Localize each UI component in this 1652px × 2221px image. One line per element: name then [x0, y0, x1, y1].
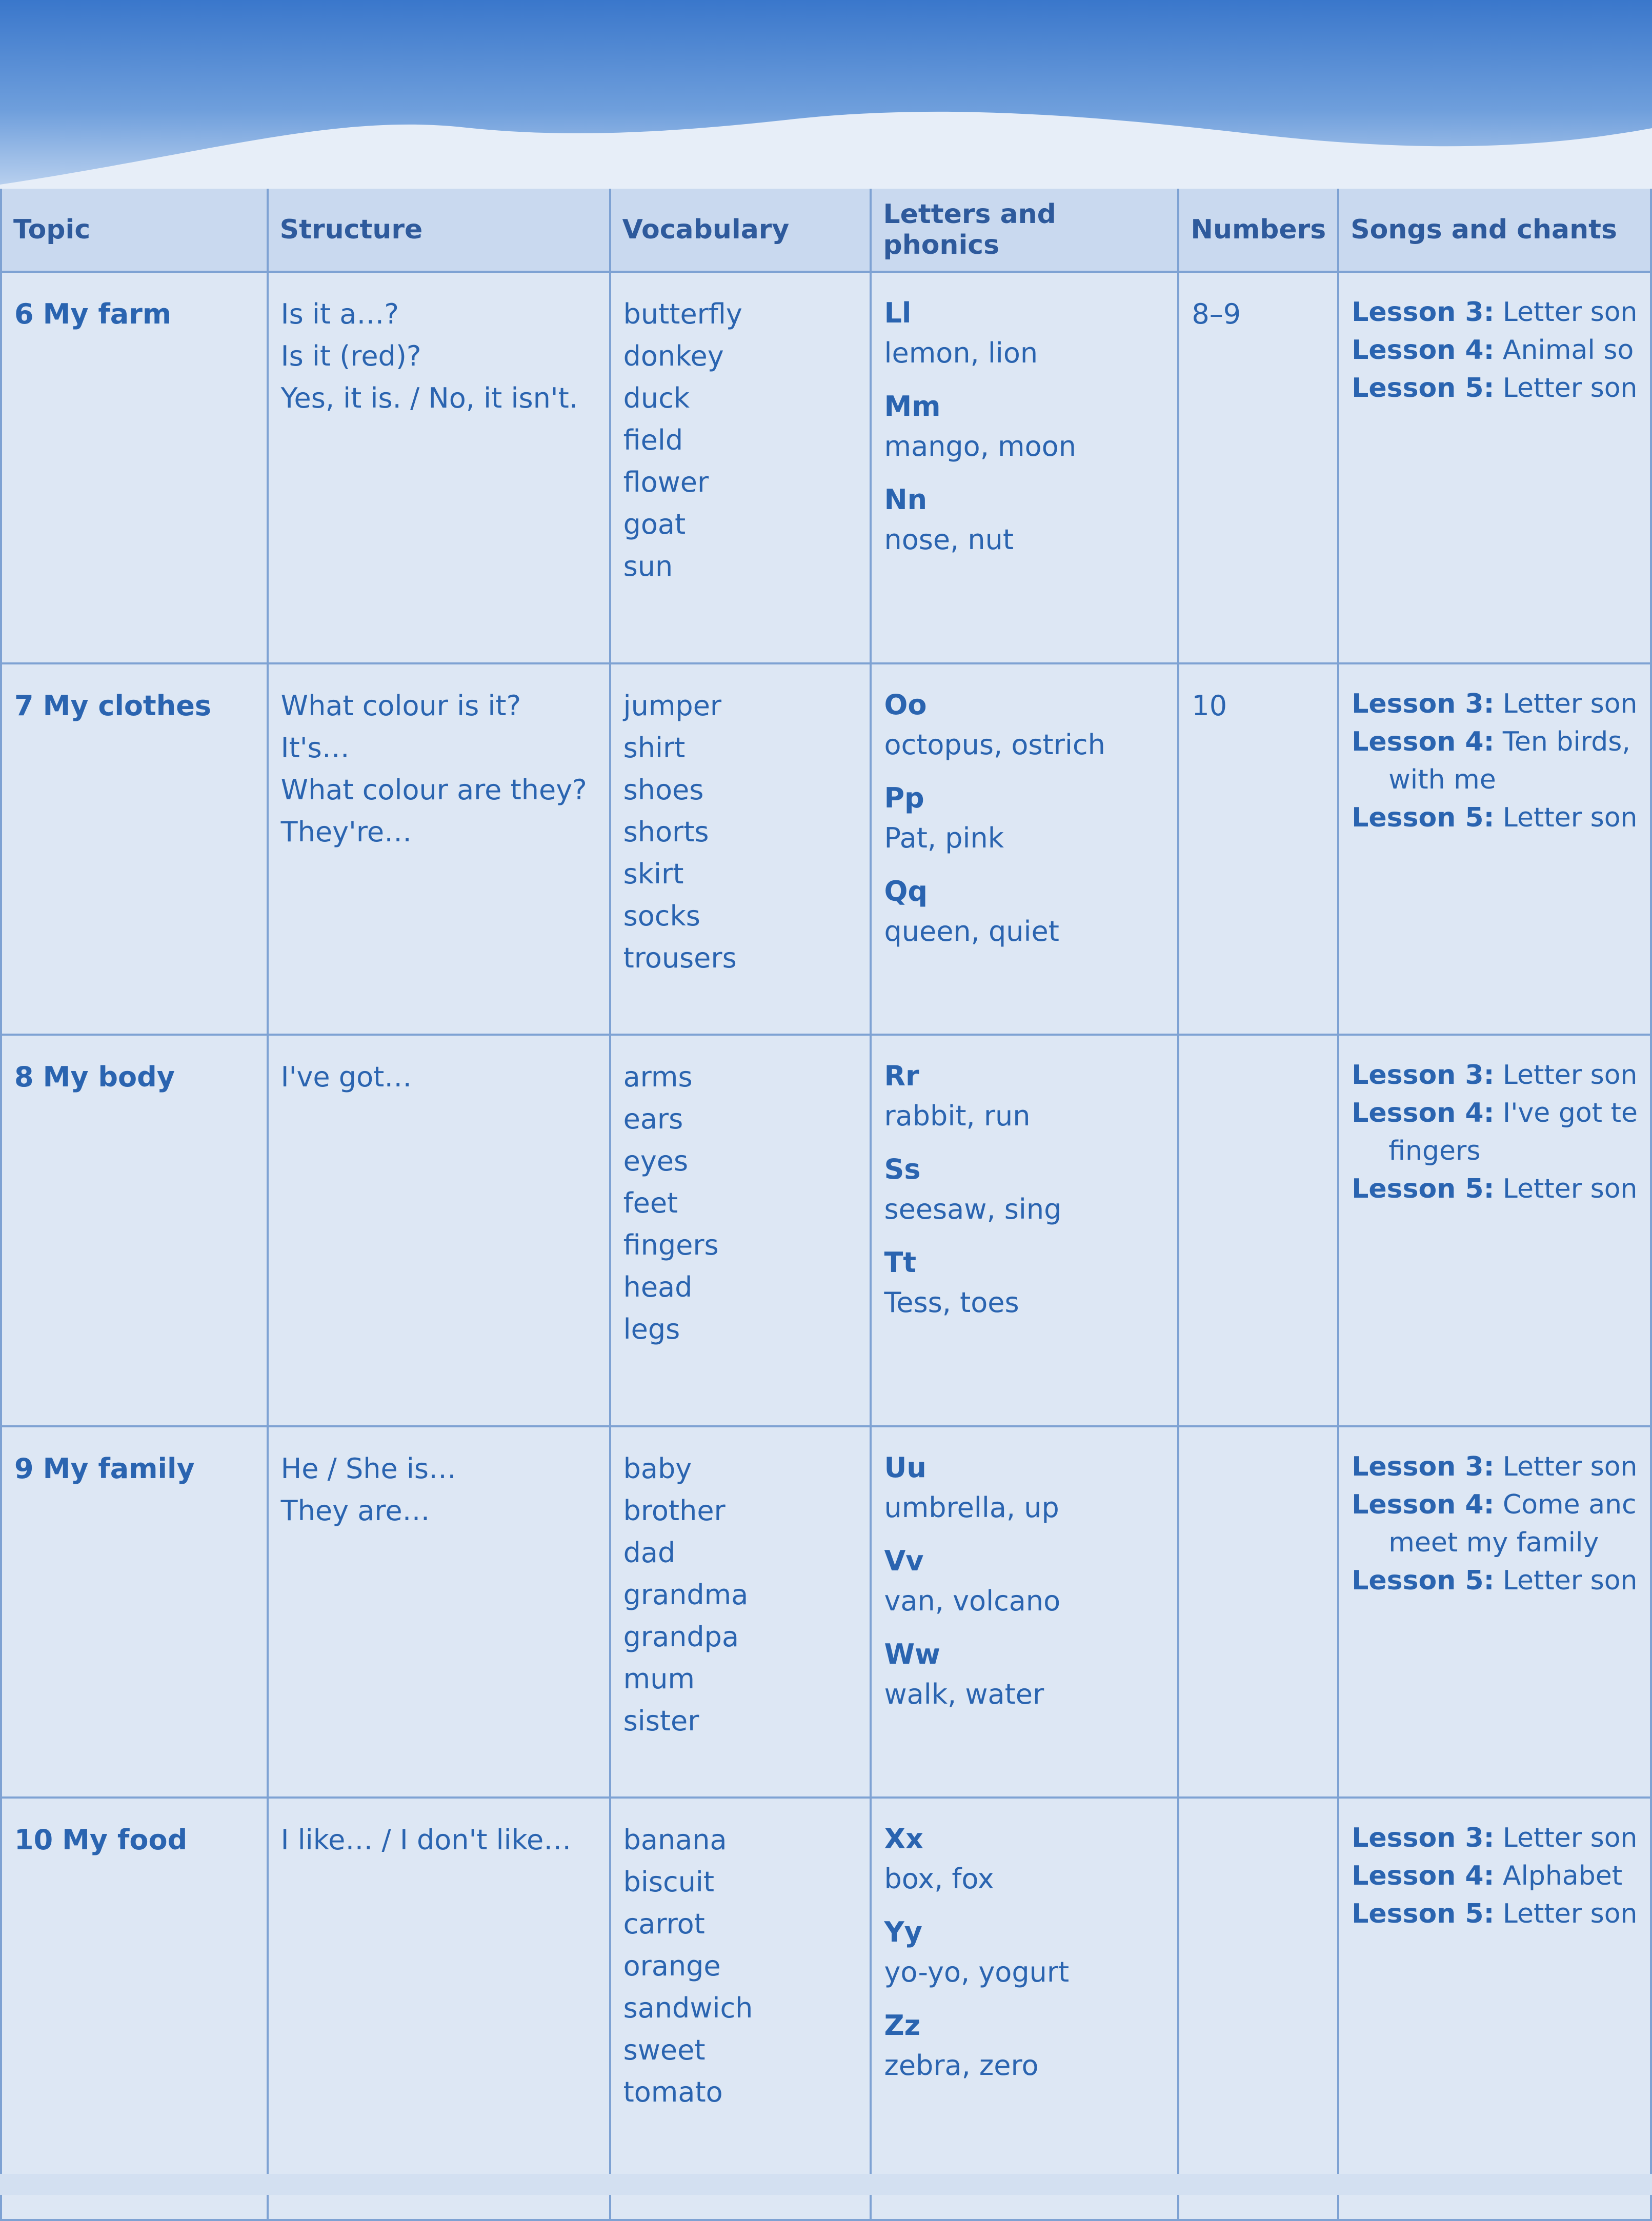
phonics-letter: Oo: [884, 689, 927, 721]
phonics-letter: Mm: [884, 390, 941, 422]
phonics-letter: Nn: [884, 483, 928, 516]
song-entry: [1352, 1562, 1638, 1600]
numbers-value: 10: [1192, 690, 1227, 722]
phonics-cell: [871, 272, 1178, 663]
structure-line: Is it a…?: [280, 298, 399, 330]
phonics-words: lemon, lion: [884, 337, 1038, 369]
structure-line: They're…: [280, 816, 412, 848]
song-title: Letter son: [1502, 1451, 1638, 1482]
vocabulary-item: dad: [623, 1537, 676, 1569]
phonics-letter: Rr: [884, 1060, 919, 1092]
vocabulary-item: shirt: [623, 732, 686, 764]
vocabulary-item: sun: [623, 550, 673, 582]
vocabulary-item: jumper: [623, 690, 722, 722]
song-entry: [1352, 293, 1638, 331]
phonics-letter: Ww: [884, 1638, 940, 1670]
phonics-letter: Pp: [884, 782, 924, 814]
phonics-letter: Zz: [884, 2009, 921, 2042]
vocabulary-item: donkey: [623, 340, 724, 372]
topic-cell: [1, 1035, 268, 1426]
vocabulary-item: butterfly: [623, 298, 742, 330]
lesson-label: Lesson 3:: [1352, 297, 1495, 328]
vocabulary-item: brother: [623, 1495, 726, 1527]
structure-cell: [268, 1426, 610, 1798]
lesson-label: Lesson 3:: [1352, 689, 1495, 719]
phonics-words: walk, water: [884, 1678, 1044, 1710]
lesson-label: Lesson 4:: [1352, 335, 1495, 366]
vocabulary-item: mum: [623, 1663, 695, 1695]
table-row: [1, 1035, 1651, 1426]
song-entry: [1352, 331, 1638, 369]
numbers-value: 8–9: [1192, 298, 1241, 330]
structure-cell: [268, 1035, 610, 1426]
table-row: [1, 663, 1651, 1035]
vocabulary-item: orange: [623, 1950, 721, 1982]
structure-line: I like… / I don't like…: [280, 1824, 572, 1856]
song-title: Letter son: [1502, 1899, 1638, 1929]
structure-line: I've got…: [280, 1061, 412, 1093]
topic-number: 7: [14, 690, 34, 722]
phonics-letter: Yy: [884, 1916, 922, 1948]
table-row: [1, 272, 1651, 663]
numbers-cell: [1178, 1035, 1338, 1426]
vocabulary-item: socks: [623, 900, 700, 932]
topic-number: 10: [14, 1824, 53, 1856]
vocabulary-item: fingers: [623, 1229, 719, 1261]
song-entry: [1352, 1895, 1638, 1933]
column-header-structure: Structure: [268, 189, 610, 272]
column-header-songs: Songs and chants: [1338, 189, 1651, 272]
song-title-continued: with me: [1388, 764, 1496, 795]
vocabulary-cell: [610, 1035, 871, 1426]
lesson-label: Lesson 3:: [1352, 1060, 1495, 1091]
structure-line: Is it (red)?: [280, 340, 421, 372]
header-row: [1, 189, 1651, 272]
song-title: Letter son: [1502, 1823, 1638, 1853]
structure-line: It's…: [280, 732, 350, 764]
lesson-label: Lesson 4:: [1352, 1489, 1495, 1520]
phonics-words: seesaw, sing: [884, 1193, 1062, 1225]
structure-cell: [268, 1798, 610, 2220]
song-title: Letter son: [1502, 802, 1638, 833]
topic-name: My clothes: [43, 690, 211, 722]
header-wave-band: [0, 0, 1652, 195]
vocabulary-item: biscuit: [623, 1866, 715, 1898]
topic-number: 6: [14, 298, 34, 330]
song-title-continued: fingers: [1388, 1136, 1481, 1166]
structure-line: What colour are they?: [280, 774, 587, 806]
vocabulary-item: legs: [623, 1313, 680, 1345]
topic-cell: [1, 272, 268, 663]
bottom-edge: [0, 2174, 1652, 2195]
vocabulary-item: sweet: [623, 2034, 706, 2066]
vocabulary-cell: [610, 1798, 871, 2220]
vocabulary-item: eyes: [623, 1145, 689, 1177]
lesson-label: Lesson 4:: [1352, 726, 1495, 757]
songs-cell: [1338, 1035, 1651, 1426]
structure-cell: [268, 663, 610, 1035]
lesson-label: Lesson 3:: [1352, 1823, 1495, 1853]
song-entry: [1352, 369, 1638, 407]
vocabulary-item: banana: [623, 1824, 727, 1856]
lesson-label: Lesson 4:: [1352, 1098, 1495, 1128]
phonics-letter: Tt: [884, 1246, 917, 1279]
phonics-words: umbrella, up: [884, 1491, 1059, 1524]
lesson-label: Lesson 4:: [1352, 1861, 1495, 1891]
phonics-words: van, volcano: [884, 1585, 1061, 1617]
song-title: Ten birds,: [1502, 726, 1630, 757]
song-title: Letter son: [1502, 297, 1638, 328]
vocabulary-item: shoes: [623, 774, 704, 806]
structure-line: What colour is it?: [280, 690, 521, 722]
topic-cell: [1, 1798, 268, 2220]
vocabulary-item: feet: [623, 1187, 678, 1219]
topic-cell: [1, 1426, 268, 1798]
song-title: Letter son: [1502, 689, 1638, 719]
numbers-value: [1179, 1036, 1337, 1072]
topic-number: 9: [14, 1452, 34, 1485]
table-row: [1, 1426, 1651, 1798]
topic-name: My food: [62, 1824, 188, 1856]
phonics-cell: [871, 1035, 1178, 1426]
vocabulary-item: duck: [623, 382, 690, 414]
vocabulary-item: tomato: [623, 2076, 723, 2108]
phonics-cell: [871, 1798, 1178, 2220]
songs-cell: [1338, 1798, 1651, 2220]
vocabulary-cell: [610, 663, 871, 1035]
song-entry: [1352, 685, 1638, 723]
song-title: Letter son: [1502, 1174, 1638, 1204]
column-header-numbers: Numbers: [1178, 189, 1338, 272]
vocabulary-item: carrot: [623, 1908, 705, 1940]
lesson-label: Lesson 3:: [1352, 1451, 1495, 1482]
lesson-label: Lesson 5:: [1352, 373, 1495, 403]
topic-name: My body: [43, 1061, 175, 1093]
column-header-phonics: Letters and phonics: [871, 189, 1178, 272]
vocabulary-item: shorts: [623, 816, 709, 848]
topic-number: 8: [14, 1061, 34, 1093]
vocabulary-item: baby: [623, 1452, 692, 1485]
phonics-words: Tess, toes: [884, 1286, 1019, 1319]
phonics-words: yo-yo, yogurt: [884, 1956, 1070, 1988]
song-title: Letter son: [1502, 373, 1638, 403]
phonics-cell: [871, 663, 1178, 1035]
phonics-letter: Vv: [884, 1545, 924, 1577]
vocabulary-item: arms: [623, 1061, 693, 1093]
song-entry: [1352, 1056, 1638, 1094]
numbers-cell: [1178, 1798, 1338, 2220]
phonics-words: rabbit, run: [884, 1100, 1031, 1132]
song-entry: [1352, 1170, 1638, 1208]
structure-line: Yes, it is. / No, it isn't.: [280, 382, 578, 414]
vocabulary-cell: [610, 272, 871, 663]
vocabulary-item: flower: [623, 466, 709, 498]
phonics-letter: Ss: [884, 1153, 921, 1185]
song-title: Come anc: [1502, 1489, 1637, 1520]
topic-name: My farm: [43, 298, 172, 330]
numbers-cell: [1178, 1426, 1338, 1798]
syllabus-table: [0, 189, 1652, 2221]
songs-cell: [1338, 1426, 1651, 1798]
song-entry: [1352, 1857, 1638, 1895]
song-entry: [1352, 799, 1638, 837]
phonics-letter: Qq: [884, 875, 928, 907]
numbers-cell: [1178, 272, 1338, 663]
phonics-words: box, fox: [884, 1863, 994, 1895]
vocabulary-item: goat: [623, 508, 686, 540]
phonics-words: nose, nut: [884, 523, 1014, 556]
vocabulary-item: grandpa: [623, 1621, 739, 1653]
vocabulary-item: grandma: [623, 1579, 749, 1611]
phonics-letter: Ll: [884, 297, 912, 329]
structure-line: They are…: [280, 1495, 430, 1527]
song-entry: [1352, 1094, 1638, 1170]
lesson-label: Lesson 5:: [1352, 1565, 1495, 1596]
numbers-cell: [1178, 663, 1338, 1035]
phonics-words: Pat, pink: [884, 822, 1004, 854]
topic-name: My family: [43, 1452, 195, 1485]
song-title-continued: meet my family: [1388, 1527, 1599, 1558]
song-title: Alphabet: [1502, 1861, 1623, 1891]
song-entry: [1352, 1819, 1638, 1857]
lesson-label: Lesson 5:: [1352, 802, 1495, 833]
vocabulary-cell: [610, 1426, 871, 1798]
phonics-words: queen, quiet: [884, 915, 1059, 947]
song-title: Animal so: [1502, 335, 1634, 366]
song-title: Letter son: [1502, 1060, 1638, 1091]
song-entry: [1352, 1448, 1638, 1486]
vocabulary-item: trousers: [623, 942, 737, 974]
lesson-label: Lesson 5:: [1352, 1899, 1495, 1929]
songs-cell: [1338, 663, 1651, 1035]
song-title: Letter son: [1502, 1565, 1638, 1596]
song-title: I've got te: [1502, 1098, 1638, 1128]
vocabulary-item: head: [623, 1271, 693, 1303]
phonics-words: mango, moon: [884, 430, 1076, 462]
vocabulary-item: field: [623, 424, 683, 456]
structure-cell: [268, 272, 610, 663]
table-row: [1, 1798, 1651, 2220]
numbers-value: [1179, 1799, 1337, 1834]
phonics-cell: [871, 1426, 1178, 1798]
song-entry: [1352, 1486, 1638, 1562]
phonics-letter: Xx: [884, 1823, 923, 1855]
vocabulary-item: sister: [623, 1705, 699, 1737]
numbers-value: [1179, 1427, 1337, 1463]
structure-line: He / She is…: [280, 1452, 457, 1485]
vocabulary-item: sandwich: [623, 1992, 753, 2024]
phonics-letter: Uu: [884, 1451, 926, 1484]
column-header-vocabulary: Vocabulary: [610, 189, 871, 272]
songs-cell: [1338, 272, 1651, 663]
phonics-words: octopus, ostrich: [884, 729, 1105, 761]
vocabulary-item: ears: [623, 1103, 683, 1135]
phonics-words: zebra, zero: [884, 2049, 1039, 2082]
lesson-label: Lesson 5:: [1352, 1174, 1495, 1204]
song-entry: [1352, 723, 1638, 799]
topic-cell: [1, 663, 268, 1035]
column-header-topic: Topic: [1, 189, 268, 272]
vocabulary-item: skirt: [623, 858, 684, 890]
